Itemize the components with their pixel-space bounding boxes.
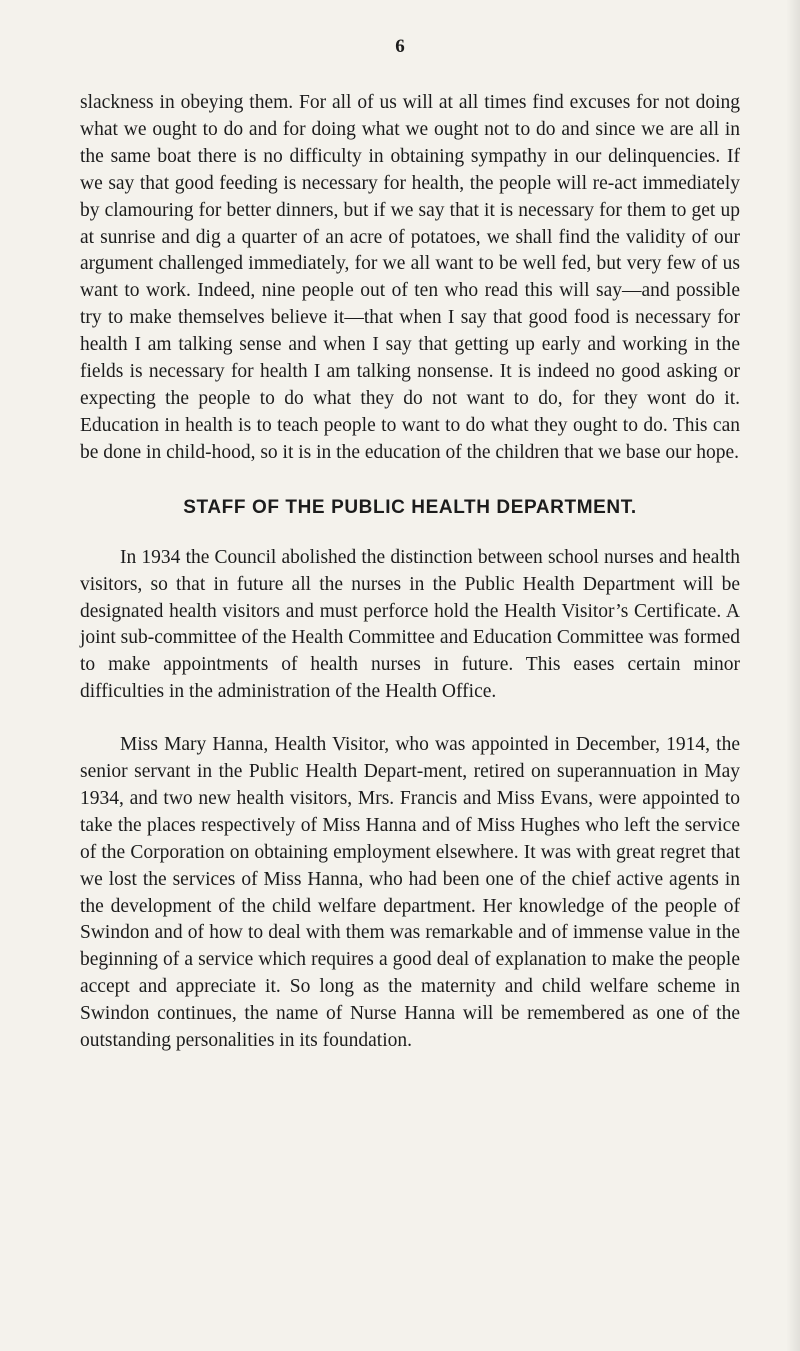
spacer [80, 521, 740, 545]
paragraph-staff-changes: In 1934 the Council abolished the distinction between school nurses and health visitors, so that in future all the nurses in the Public Health Department will be designated health visitors and must perforce hold the Health Visitor’s Certificate. A joint sub-committee of the Health Committee and Education Committee was formed to make appointments of health nurses in future. This eases certain minor difficulties in the administration of the Health Office. [80, 546, 740, 703]
section-heading: STAFF OF THE PUBLIC HEALTH DEPARTMENT. [183, 496, 637, 518]
spacer [80, 706, 740, 732]
page-edge-shadow [786, 0, 800, 1351]
body-text [80, 90, 740, 1055]
page-number: 6 [395, 36, 405, 57]
spacer [80, 467, 740, 495]
paragraph-continuation: slackness in obeying them. For all of us will at all times find excuses for not doing what we ought to do and for doing what we ought not to do and since we are all in the same boat there is no difficulty in obtaining sympathy in our delinquencies. If we say that good feeding is necessary for health, the people will re-act immediately by clamouring for better dinners, but if we say that it is necessary for them to get up at sunrise and dig a quarter of an acre of potatoes, we shall find the validity of our argument challenged immediately, for we all want to be well fed, but very few of us want to work. Indeed, nine people out of ten who read this will say—and possible try to make themselves believe it—that when I say that good food is necessary for health I am talking sense and when I say that getting up early and working in the fields is necessary for health I am talking nonsense. It is indeed no good asking or expecting the people to do what they do not want to do, for they wont do it. Education in health is to teach people to want to do what they ought to do. This can be done in child-hood, so it is in the education of the children that we base our hope. [80, 92, 740, 463]
paragraph-miss-hanna: Miss Mary Hanna, Health Visitor, who was appointed in December, 1914, the senior servant in the Public Health Depart-ment, retired on superannuation in May 1934, and two new health visitors, Mrs. Francis and Miss Evans, were appointed to take the places respectively of Miss Hanna and of Miss Hughes who left the service of the Corporation on obtaining employment elsewhere. It was with great regret that we lost the services of Miss Hanna, who had been one of the chief active agents in the development of the child welfare department. Her knowledge of the people of Swindon and of how to deal with them was remarkable and of immense value in the beginning of a service which requires a good deal of explanation to make the people accept and appreciate it. So long as the maternity and child welfare scheme in Swindon continues, the name of Nurse Hanna will be remembered as one of the outstanding personalities in its foundation. [80, 734, 740, 1052]
